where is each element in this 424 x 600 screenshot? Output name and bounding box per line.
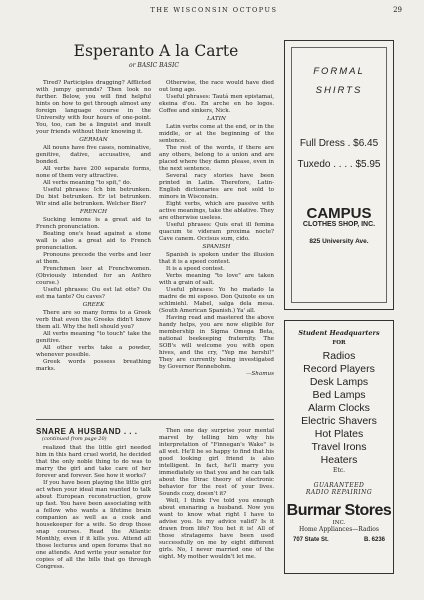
section-heading: LATIN	[207, 116, 226, 122]
burmar-etc: Etc.	[332, 467, 346, 474]
paragraph: All verbs have 200 separate forms, none of them very attractive.	[36, 166, 151, 179]
campus-sub: CLOTHES SHOP, INC.	[302, 221, 376, 228]
section-heading: FRENCH	[79, 209, 108, 215]
burmar-tagline: Home Appliances—Radios	[299, 526, 379, 533]
paragraph: Beating one's head against a stone wall is also a great aid to French pronunciation.	[36, 231, 151, 251]
burmar-items	[285, 350, 393, 467]
snare-continued: (continued from page 20)	[42, 436, 107, 442]
section-heading: SPANISH	[202, 244, 231, 250]
paragraph: Then one day surprise your mental marvel by telling him why his interpretation of "Finnegan's Wake" is all wet. He'll be so happy to find that his good looking girl friend is also intelligent. In fact, he'll marry you immediately so that you and he can talk about the Dirac theory of electronic behavior for the rest of your lives. Sounds cozy, doesn't it?	[159, 428, 274, 497]
campus-full-dress: Full Dress . $6.45	[299, 138, 379, 149]
campus-ad-frame	[291, 47, 387, 303]
burmar-for: FOR	[332, 340, 346, 346]
article-column-2	[159, 80, 274, 378]
paragraph: All nouns have five cases, nominative, genitive, dative, accusative, and bonded.	[36, 145, 151, 165]
paragraph: Eight verbs, which are passive with active meanings, take the ablative. They are otherwise useless.	[159, 201, 274, 221]
snare-title: SNARE A HUSBAND . . .	[36, 427, 138, 436]
snare-article	[36, 428, 274, 571]
section-divider	[36, 419, 274, 420]
burmar-item: Hot Plates	[314, 428, 364, 440]
burmar-headline: Student Headquarters	[298, 329, 380, 337]
article-column-1	[36, 80, 151, 378]
paragraph: Having read and mastered the above handy helps, you are now eligible for membership in Sigma Omega Beta, national beekeeping fraternity. The SOB's will welcome you with open hives, and the cry, "Yep me hershi!" They are currently being investigated by Governor Rennebohm.	[159, 315, 274, 370]
campus-shirts: SHIRTS	[315, 85, 363, 96]
burmar-item: Heaters	[320, 454, 358, 466]
burmar-item: Alarm Clocks	[308, 402, 370, 414]
paragraph: Frenchmen leer at Frenchwomen. (Obviously intended for an Anthro course.)	[36, 266, 151, 286]
paragraph: realized that the little girl needed him in this hard cruel world, he decided that the only noble thing to do was to marry the girl and take care of her forever and forever. See how it works?	[36, 445, 151, 479]
snare-column-1	[36, 428, 151, 571]
campus-ad	[284, 40, 394, 310]
burmar-item: Bed Lamps	[312, 389, 366, 401]
paragraph: Well, I think I've told you enough about ensnaring a husband. Now you want to know what right I have to advise you. Is my advice valid? Is it drawn from life? You bet it is! All of those stratagems have been used successfully on me by eight different girls. No, I never married one of the eight. My mother wouldn't let me.	[159, 498, 274, 560]
paragraph: Useful phrases: Quis erat ill femina quacum te videram proxima nocte? Cave canem. Occisus sum, cido.	[159, 222, 274, 242]
paragraph: Useful phrases: Ou est lat otte? Ou est ma tante? Ou caves?	[36, 287, 151, 300]
article-title: Esperanto A la Carte	[73, 42, 239, 60]
paragraph: Verbs meaning "to love" are taken with a grain of salt.	[159, 273, 274, 286]
section-heading: GERMAN	[79, 137, 108, 143]
paragraph: Several racy stories have been printed in Latin. Therefore, Latin-English dictionaries are not sold to minors in Wisconsin.	[159, 173, 274, 200]
paragraph: The rest of the words, if there are any others, belong to a union and are placed where they damn please, even in the next sentence.	[159, 145, 274, 172]
burmar-address: 707 State St.	[293, 537, 329, 543]
burmar-ad	[284, 320, 394, 574]
paragraph: Useful phrases: Yo ho matado la madre de mi esposo. Don Quixote es un schlmiehl. Mabel, salga dela mesa. (South American Spanish.) Ya' all.	[159, 287, 274, 314]
paragraph: Tired? Participles dragging? Afflicted with jumpy gerunds? Then look no further. Below, you will find helpful hints on how to get through almost any foreign language course in the University with four hours of one-point. You, too, can be a linguist and insult your friends without their knowing it.	[36, 80, 151, 135]
burmar-item: Travel Irons	[311, 441, 367, 453]
paragraph: Otherwise, the race would have died out long ago.	[159, 80, 274, 93]
burmar-item: Radios	[322, 350, 356, 362]
signature: —Shamus	[245, 371, 274, 377]
paragraph: It is a speed contest.	[166, 266, 225, 272]
paragraph: Pronouns precede the verbs and leer at them.	[36, 252, 151, 265]
snare-column-2	[159, 428, 274, 571]
page-number: 29	[393, 6, 402, 14]
campus-formal: FORMAL	[313, 66, 365, 77]
burmar-inc: INC.	[332, 520, 346, 526]
paragraph: All verbs meaning "to touch" take the genitive.	[36, 331, 151, 344]
burmar-item: Record Players	[303, 363, 375, 375]
campus-name: CAMPUS	[306, 205, 372, 222]
paragraph: If you have been playing the little girl act when your ideal man wanted to talk about European reconstruction, grow up fast. You have been associating with a fellow who wants a lifetime brain companion as well as a cook and housekeeper for a wife. So drop those snap courses. Read the Atlantic Monthly, even if it kills you. Attend all those lectures and open forums that no one attends. And write your senator for copies of all the bills that go through Congress.	[36, 480, 151, 570]
campus-tuxedo: Tuxedo . . . . $5.95	[297, 159, 381, 170]
article-byline: or BASIC BASIC	[129, 62, 179, 69]
burmar-phone: B. 6236	[363, 537, 385, 543]
burmar-footer	[285, 537, 393, 543]
paragraph: Greek words possess breathing marks.	[36, 359, 151, 372]
section-heading: GREEK	[82, 302, 105, 308]
paragraph: Spanish is spoken under the illusion that it is a speed contest.	[159, 252, 274, 265]
burmar-item: Electric Shavers	[301, 415, 377, 427]
paragraph: Useful phrases: Tautá men epistamai, ekeina d'ou. En arche en ho logos. Coffee and sinkers, Nick.	[159, 94, 274, 114]
paragraph: All verbs meaning "to spit," do.	[43, 180, 132, 186]
burmar-guaranteed: GUARANTEED	[313, 482, 365, 489]
burmar-item: Desk Lamps	[309, 376, 369, 388]
article-body	[36, 80, 274, 378]
campus-address: 825 University Ave.	[309, 238, 369, 245]
running-header: THE WISCONSIN OCTOPUS	[150, 6, 278, 14]
burmar-repairing: RADIO REPAIRING	[305, 489, 373, 496]
paragraph: Useful phrases: Ich bin betrunken. Du bist betrunken. Er ist betrunken. Wir sind alle betrunken. Welcher Bier?	[36, 187, 151, 207]
paragraph: Latin verbs come at the end, or in the middle, or at the beginning of the sentence.	[159, 124, 274, 144]
paragraph: There are so many forms to a Greek verb that even the Greeks didn't know them all. Why the hell should you?	[36, 310, 151, 330]
paragraph: Sucking lemons is a great aid to French pronunciation.	[36, 217, 151, 230]
paragraph: All other verbs take a powder, whenever possible.	[36, 345, 151, 358]
article-heading	[36, 42, 272, 69]
burmar-name: Burmar Stores	[286, 502, 392, 519]
